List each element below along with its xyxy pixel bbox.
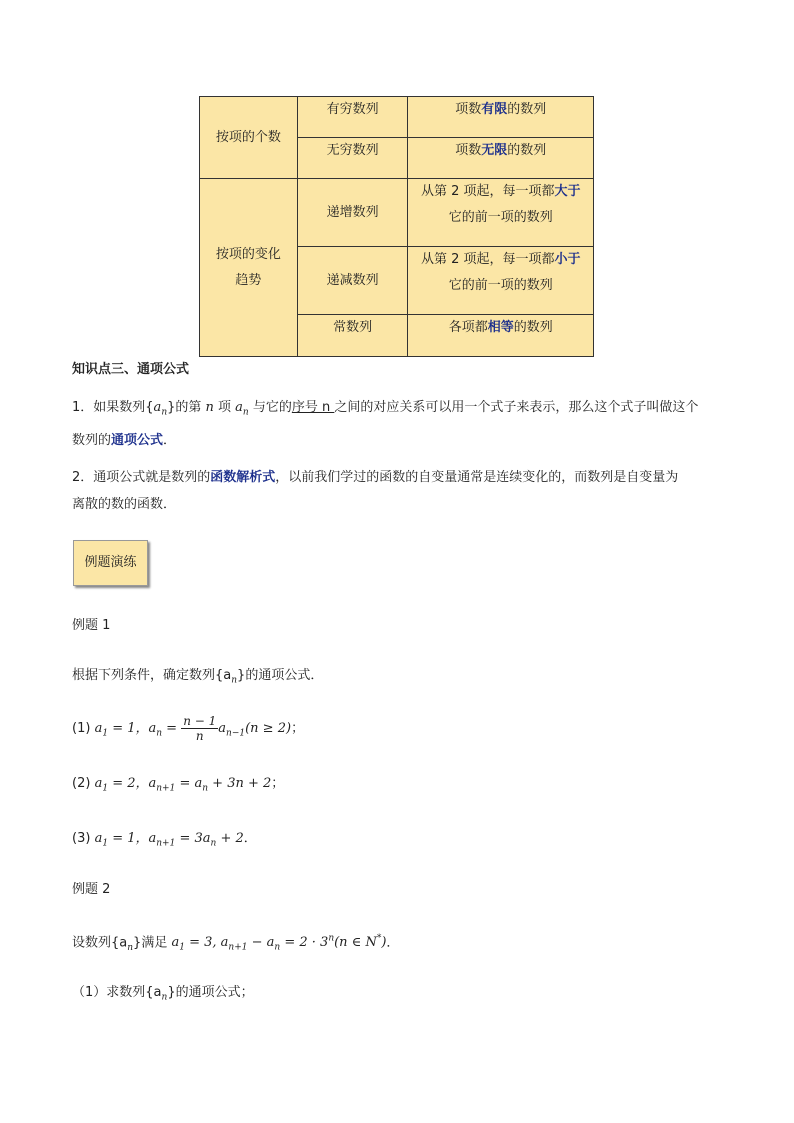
table-cell-name: 常数列 bbox=[297, 315, 408, 357]
practice-box: 例题演练 bbox=[73, 540, 148, 586]
group-label-count: 按项的个数 bbox=[200, 97, 298, 179]
example-2-question-1: （1）求数列$\{a_n\}$的通项公式； bbox=[72, 985, 254, 1003]
section-heading: 知识点三、通项公式 bbox=[72, 362, 190, 377]
example-1-intro: 根据下列条件，确定数列$\{a_n\}$的通项公式． bbox=[72, 668, 324, 686]
table-cell-name: 无穷数列 bbox=[297, 138, 408, 179]
example-1-item-2: (2) $a_1 = 2$，$a_{n+1} = a_n + 3n + 2$； bbox=[72, 776, 285, 794]
example-1-item-3: (3) $a_1 = 1$，$a_{n+1} = 3a_n + 2$． bbox=[72, 831, 257, 849]
table-cell-name: 有穷数列 bbox=[297, 97, 408, 138]
example-2-title: 例题 2 bbox=[72, 882, 111, 897]
sequence-classification-table bbox=[199, 96, 594, 357]
table-cell-desc: 从第 2 项起，每一项都小于 它的前一项的数列 bbox=[408, 247, 594, 315]
table-cell-desc: 从第 2 项起，每一项都大于 它的前一项的数列 bbox=[408, 179, 594, 247]
table-cell-desc: 项数有限的数列 bbox=[408, 97, 594, 138]
table-cell-name: 递增数列 bbox=[297, 179, 408, 247]
paragraph-definition: 1．如果数列$\{a_n\}$的第 n 项 $a_n$ 与它的序号 n 之间的对应关系可以用一个式子来表示，那么这个式子叫做这个 数列的通项公式． bbox=[72, 400, 699, 448]
table-cell-desc: 项数无限的数列 bbox=[408, 138, 594, 179]
paragraph-function: 2．通项公式就是数列的函数解析式，以前我们学过的函数的自变量通常是连续变化的，而数列是自变量为 离散的数的函数． bbox=[72, 470, 679, 512]
table-cell-desc: 各项都相等的数列 bbox=[408, 315, 594, 357]
example-1-title: 例题 1 bbox=[72, 618, 111, 633]
example-2-intro: 设数列$\{a_n\}$满足 $a_1 = 3$, $a_{n+1} - a_n = 2 \cdot 3^n(n$ ∈ N*)． bbox=[72, 934, 400, 953]
group-label-trend: 按项的变化 趋势 bbox=[200, 179, 298, 357]
table-cell-name: 递减数列 bbox=[297, 247, 408, 315]
example-1-item-1: (1) $a_1 = 1$，$a_n$ = $\frac{n - 1}{n}$ $a_{n-1}(n \ge 2)$； bbox=[72, 714, 305, 743]
